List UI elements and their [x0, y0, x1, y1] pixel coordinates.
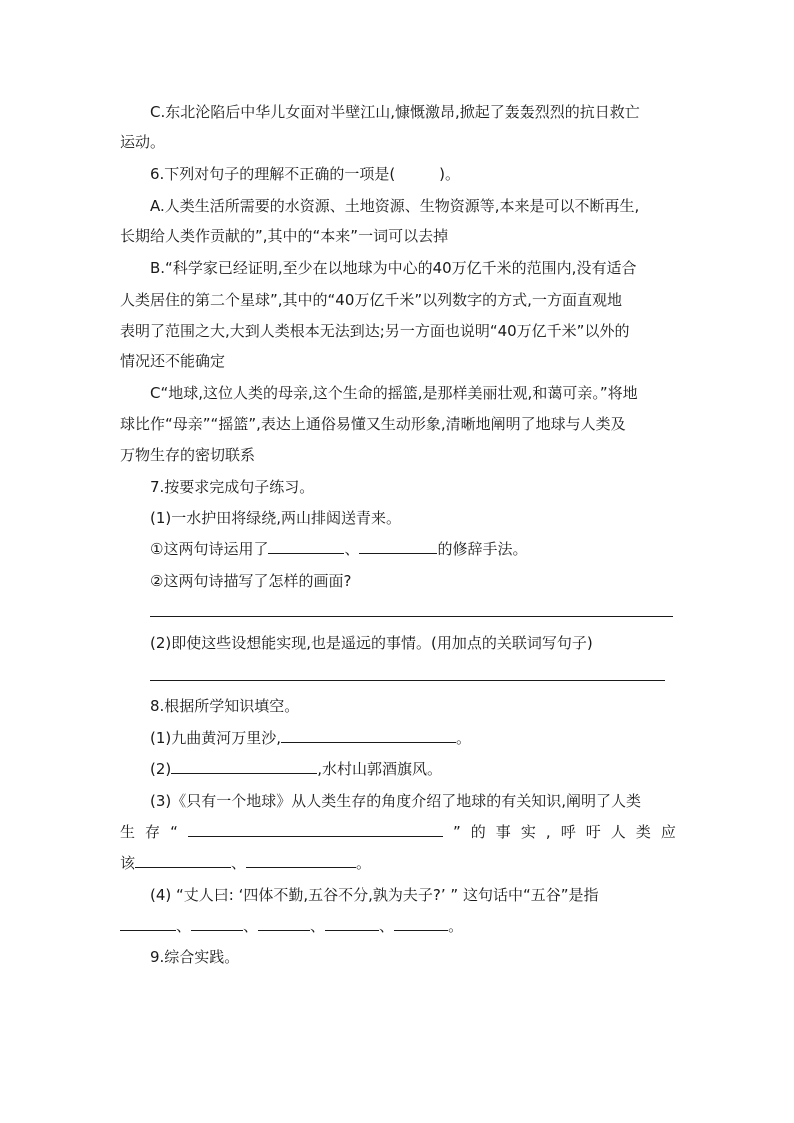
- q7-sub1-text: ①这两句诗运用了: [150, 540, 269, 558]
- q6-option-b-line1: B.“科学家已经证明,至少在以地球为中心的40万亿千米的范围内,没有适合: [150, 259, 637, 277]
- q5-option-c-line2: 运动。: [120, 133, 166, 151]
- q6-option-a-line2: 长期给人类作贡献的”,其中的“本来”一词可以去掉: [120, 227, 449, 245]
- q8-part3-separator: 、: [231, 854, 247, 872]
- q5-option-c-line1: C.东北沦陷后中华儿女面对半壁江山,慷慨激昂,掀起了轰轰烈烈的抗日救亡: [150, 103, 640, 121]
- q9-title: 9.综合实践。: [150, 948, 240, 966]
- q8-part3-line3: [120, 852, 676, 874]
- q8-part1-text: (1)九曲黄河万里沙,: [150, 729, 282, 747]
- q7-rhetoric-blank-1[interactable]: [268, 538, 344, 554]
- q8-part4-end: 。: [448, 917, 464, 935]
- q8-part3-char: 呼: [560, 823, 576, 841]
- q7-title: 7.按要求完成句子练习。: [150, 478, 315, 496]
- q8-part3-char: 实: [520, 823, 536, 841]
- q8-part3-char: 存: [145, 823, 161, 841]
- q6-option-a-line1: A.人类生活所需要的水资源、土地资源、生物资源等,本来是可以不断再生,: [150, 197, 640, 215]
- q7-part2: (2)即使这些设想能实现,也是遥远的事情。(用加点的关联词写句子): [150, 634, 593, 652]
- q7-rhetoric-blank-2[interactable]: [359, 538, 437, 554]
- q8-part3-line2: [120, 821, 676, 843]
- q8-part3-call-blank-1[interactable]: [135, 852, 231, 868]
- q8-title: 8.根据所学知识填空。: [150, 697, 300, 715]
- q8-part4-separator: 、: [379, 917, 395, 935]
- q6-option-c-line1: C“地球,这位人类的母亲,这个生命的摇篮,是那样美丽壮观,和蔼可亲。”将地: [150, 384, 638, 402]
- q8-part4-line2: [120, 915, 676, 937]
- q7-answer-line-2[interactable]: [150, 680, 665, 681]
- q8-part3-line1: (3)《只有一个地球》从人类生存的角度介绍了地球的有关知识,阐明了人类: [150, 792, 642, 810]
- q7-sub1-text-end: 的修辞手法。: [437, 540, 528, 558]
- q6-stem-close: )。: [439, 165, 461, 183]
- q8-part2-label: (2): [150, 760, 172, 778]
- q6-option-b-line3: 表明了范围之大,大到人类根本无法到达;另一方面也说明“40万亿千米”以外的: [120, 322, 630, 340]
- q7-subquestion-2: ②这两句诗描写了怎样的画面?: [150, 572, 352, 590]
- q8-part3-call-blank-2[interactable]: [246, 852, 356, 868]
- q6-option-c-line3: 万物生存的密切联系: [120, 446, 256, 464]
- q7-answer-line-1[interactable]: [150, 616, 673, 617]
- q8-part3-char: 生: [120, 823, 136, 841]
- q8-part2-text: ,水村山郭酒旗风。: [317, 760, 443, 778]
- q6-stem-text: 6.下列对句子的理解不正确的一项是(: [150, 165, 396, 183]
- q6-option-c-line2: 球比作“母亲”“摇篮”,表达上通俗易懂又生动形象,清晰地阐明了地球与人类及: [120, 415, 626, 433]
- q8-grain-blank-2[interactable]: [191, 915, 243, 931]
- q8-part3-char: ,: [545, 823, 551, 841]
- q8-part1-end: 。: [456, 729, 472, 747]
- q8-part2: [150, 758, 676, 780]
- q8-part3-char: 事: [495, 823, 511, 841]
- q8-part3-end: 。: [356, 854, 372, 872]
- q8-part1-blank[interactable]: [281, 727, 456, 743]
- q7-subquestion-1: [150, 538, 676, 560]
- q8-part3-fact-blank[interactable]: [188, 821, 443, 837]
- q6-option-b-line4: 情况还不能确定: [120, 352, 226, 370]
- q8-grain-blank-5[interactable]: [394, 915, 448, 931]
- q8-part2-blank[interactable]: [171, 758, 317, 774]
- q7-sub1-separator: 、: [344, 540, 360, 558]
- q8-grain-blank-4[interactable]: [325, 915, 379, 931]
- q8-part4-separator: 、: [310, 917, 326, 935]
- q6-stem: [150, 163, 676, 185]
- q8-part3-line3-text: 该: [120, 854, 136, 872]
- q8-part1: [150, 727, 676, 749]
- q6-option-b-line2: 人类居住的第二个星球”,其中的“40万亿千米”以列数字的方式,一方面直观地: [120, 291, 622, 309]
- q8-part3-char: 类: [635, 823, 651, 841]
- q8-part3-char: 应: [660, 823, 676, 841]
- q8-part4-line1: (4) “丈人曰: ‘四体不勤,五谷不分,孰为夫子?’ ” 这句话中“五谷”是指: [150, 886, 599, 904]
- q8-grain-blank-3[interactable]: [258, 915, 310, 931]
- q8-grain-blank-1[interactable]: [120, 915, 176, 931]
- q8-part3-char: 的: [470, 823, 486, 841]
- q8-part3-open-quote: “: [170, 823, 178, 841]
- q8-part3-char: 吁: [585, 823, 601, 841]
- q8-part4-separator: 、: [176, 917, 192, 935]
- q8-part3-close-quote: ”: [452, 823, 461, 841]
- q7-part1: (1)一水护田将绿绕,两山排闼送青来。: [150, 509, 402, 527]
- q8-part4-separator: 、: [243, 917, 259, 935]
- q8-part3-char: 人: [610, 823, 626, 841]
